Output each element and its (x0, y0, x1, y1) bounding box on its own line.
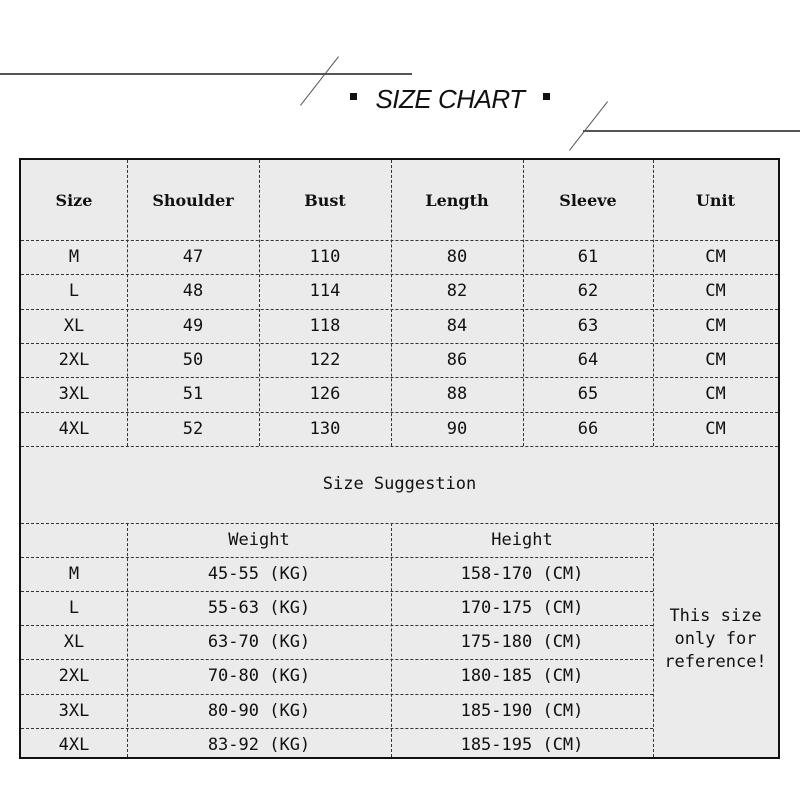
size-table-column-divider (391, 160, 392, 446)
suggestion-size-cell: XL (63, 632, 85, 653)
size-table-header-unit: Unit (695, 190, 736, 210)
suggestion-weight-cell: 55-63 (KG) (207, 598, 311, 619)
size-table-header-length: Length (425, 190, 489, 210)
bullet-right-icon (543, 93, 550, 100)
size-table-column-divider (127, 160, 128, 446)
size-table-header-bust: Bust (304, 190, 346, 210)
size-table-column-divider (523, 160, 524, 446)
size-table-cell: 63 (577, 315, 599, 336)
suggestion-height-cell: 158-170 (CM) (460, 563, 584, 584)
size-table-cell: 114 (309, 281, 341, 302)
suggestion-column-divider (653, 523, 654, 757)
size-table-row-divider (21, 377, 778, 378)
size-table-cell: 48 (182, 281, 204, 302)
size-table-cell: 3XL (58, 384, 90, 405)
suggestion-size-cell: M (68, 563, 80, 584)
size-table-column-divider (259, 160, 260, 446)
suggestion-size-cell: L (68, 598, 80, 619)
size-table-cell: 64 (577, 350, 599, 371)
page-title: SIZE CHART (375, 84, 525, 114)
reference-note-line: reference! (664, 652, 767, 673)
header-line-right (583, 130, 800, 132)
size-table-cell: 118 (309, 315, 341, 336)
size-table-header-shoulder: Shoulder (152, 190, 234, 210)
size-table-cell: 84 (446, 315, 468, 336)
size-table-cell: 49 (182, 315, 204, 336)
reference-note-line: This size (669, 606, 762, 627)
size-table-cell: CM (705, 247, 726, 268)
suggestion-weight-cell: 70-80 (KG) (207, 666, 311, 687)
suggestion-header-weight: Weight (228, 529, 290, 550)
suggestion-weight-cell: 63-70 (KG) (207, 632, 311, 653)
header-line-left (0, 73, 412, 75)
suggestion-column-divider (127, 523, 128, 757)
size-table-cell: 90 (446, 418, 468, 439)
suggestion-weight-cell: 83-92 (KG) (207, 734, 311, 755)
title-bar (0, 84, 800, 124)
size-table-cell: 61 (577, 247, 599, 268)
size-table-cell: L (68, 281, 80, 302)
suggestion-size-cell: 4XL (58, 734, 90, 755)
suggestion-header-height: Height (491, 529, 553, 550)
size-table-cell: 52 (182, 418, 204, 439)
size-table-cell: CM (705, 418, 726, 439)
bullet-left-icon (350, 93, 357, 100)
suggestion-height-cell: 180-185 (CM) (460, 666, 584, 687)
size-table-cell: 62 (577, 281, 599, 302)
size-table-cell: 82 (446, 281, 468, 302)
size-table-cell: 126 (309, 384, 341, 405)
size-table-cell: 50 (182, 350, 204, 371)
size-table-cell: CM (705, 384, 726, 405)
size-table-cell: 4XL (58, 418, 90, 439)
suggestion-height-cell: 175-180 (CM) (460, 632, 584, 653)
size-table-row-divider (21, 343, 778, 344)
size-chart-table (19, 158, 780, 759)
size-table-cell: 66 (577, 418, 599, 439)
size-table-cell: CM (705, 315, 726, 336)
suggestion-height-cell: 170-175 (CM) (460, 598, 584, 619)
size-table-row-divider (21, 309, 778, 310)
size-table-cell: 51 (182, 384, 204, 405)
size-table-cell: 88 (446, 384, 468, 405)
size-table-cell: 80 (446, 247, 468, 268)
suggestion-height-cell: 185-195 (CM) (460, 734, 584, 755)
reference-note (653, 523, 778, 757)
suggestion-height-cell: 185-190 (CM) (460, 700, 584, 721)
suggestion-weight-cell: 45-55 (KG) (207, 563, 311, 584)
size-table-cell: 2XL (58, 350, 90, 371)
size-table-column-divider (653, 160, 654, 446)
size-table-cell: 122 (309, 350, 341, 371)
reference-note-line: only for (674, 629, 757, 650)
size-table-cell: CM (705, 350, 726, 371)
size-table-header-divider (21, 240, 778, 241)
size-suggestion-title: Size Suggestion (322, 474, 477, 495)
size-table-cell: 110 (309, 247, 341, 268)
size-table-cell: M (68, 247, 80, 268)
suggestion-column-divider (391, 523, 392, 757)
size-table-row-divider (21, 274, 778, 275)
suggestion-size-cell: 3XL (58, 700, 90, 721)
size-table-row-divider (21, 412, 778, 413)
size-table-cell: XL (63, 315, 85, 336)
size-table-cell: 86 (446, 350, 468, 371)
size-table-cell: 65 (577, 384, 599, 405)
suggestion-size-cell: 2XL (58, 666, 90, 687)
size-table-header-sleeve: Sleeve (559, 190, 617, 210)
size-table-cell: CM (705, 281, 726, 302)
suggestion-weight-cell: 80-90 (KG) (207, 700, 311, 721)
size-table-cell: 47 (182, 247, 204, 268)
size-table-header-size: Size (55, 190, 93, 210)
size-table-cell: 130 (309, 418, 341, 439)
